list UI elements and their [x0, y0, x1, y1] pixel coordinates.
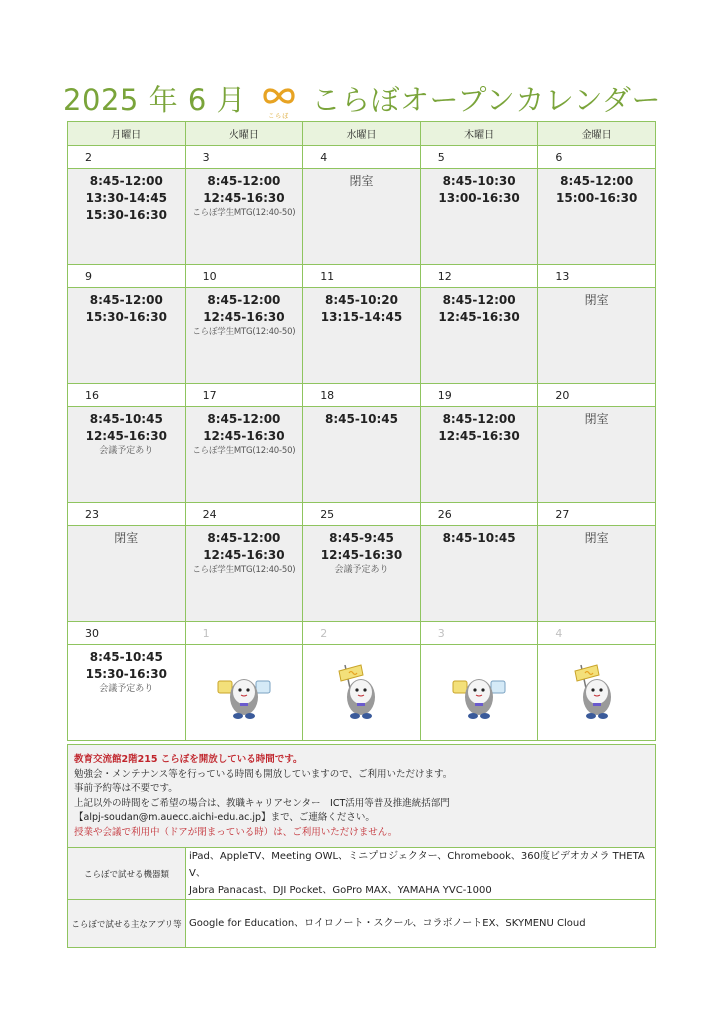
- date-row: [68, 265, 656, 288]
- info-line2: 勉強会・メンテナンス等を行っている時間も開放していますので、ご利用いただけます。: [74, 768, 453, 780]
- schedule-cell: [68, 407, 186, 503]
- meeting-note: 会議予定あり: [334, 565, 389, 575]
- student-mtg-note: こらぼ学生MTG(12:40-50): [192, 446, 296, 456]
- schedule-cell: [68, 526, 186, 622]
- open-time: 13:30-14:45: [85, 191, 167, 205]
- schedule-cell: [185, 169, 303, 265]
- closed-label: 閉室: [584, 293, 609, 307]
- date-number: 3: [420, 622, 538, 645]
- title-gatsu: 月: [216, 83, 246, 117]
- apps-value: Google for Education、ロイロノート・スクール、コラボノートEX、SKYMENU Cloud: [186, 900, 656, 948]
- info-line1: 教育交流館2階215 こらぼを開放している時間です。: [74, 754, 303, 765]
- schedule-cell: [538, 526, 656, 622]
- date-number: 20: [538, 384, 656, 407]
- open-time: 8:45-12:00: [207, 412, 281, 426]
- schedule-cell: [538, 288, 656, 384]
- mascot-icon: [186, 659, 303, 721]
- schedule-cell: [538, 169, 656, 265]
- title-rest: こらぼオープンカレンダー: [311, 83, 661, 117]
- open-time: 13:15-14:45: [320, 310, 403, 324]
- date-number: 11: [303, 265, 421, 288]
- open-time: 8:45-12:00: [560, 174, 634, 188]
- date-row: [68, 146, 656, 169]
- info-line4: 上記以外の時間をご希望の場合は、教職キャリアセンター ICT活用等普及推進統括部門: [74, 797, 450, 809]
- schedule-row: [68, 407, 656, 503]
- meeting-note: 会議予定あり: [99, 684, 154, 694]
- schedule-cell: [303, 645, 421, 741]
- open-time: 12:45-16:30: [438, 310, 520, 324]
- open-time: 12:45-16:30: [203, 429, 285, 443]
- schedule-cell: [185, 407, 303, 503]
- weekday-tue: 火曜日: [185, 122, 303, 146]
- date-number: 6: [538, 146, 656, 169]
- schedule-cell: [420, 645, 538, 741]
- open-time: 15:30-16:30: [85, 310, 167, 324]
- schedule-cell: [303, 407, 421, 503]
- student-mtg-note: こらぼ学生MTG(12:40-50): [192, 208, 296, 218]
- weekday-fri: 金曜日: [538, 122, 656, 146]
- open-time: 13:00-16:30: [438, 191, 520, 205]
- title-nen: 年: [148, 83, 179, 117]
- date-number: 2: [303, 622, 421, 645]
- student-mtg-note: こらぼ学生MTG(12:40-50): [192, 327, 296, 337]
- schedule-cell: [185, 526, 303, 622]
- closed-label: 閉室: [114, 531, 139, 545]
- date-number: 12: [420, 265, 538, 288]
- open-time: 15:30-16:30: [85, 208, 167, 222]
- devices-value: [186, 848, 656, 900]
- schedule-row: [68, 169, 656, 265]
- open-time: 8:45-10:30: [442, 174, 516, 188]
- open-time: 8:45-10:45: [442, 531, 516, 545]
- schedule-row: [68, 526, 656, 622]
- logo-text: こらぼ: [268, 112, 290, 120]
- schedule-cell: [303, 526, 421, 622]
- schedule-row: [68, 288, 656, 384]
- meeting-note: 会議予定あり: [99, 446, 154, 456]
- schedule-cell: [538, 645, 656, 741]
- devices-label: こらぼで試せる機器類: [68, 848, 186, 900]
- mascot-icon: [303, 659, 420, 721]
- page-title: [0, 78, 724, 123]
- date-number: 26: [420, 503, 538, 526]
- schedule-row: [68, 645, 656, 741]
- schedule-cell: [420, 169, 538, 265]
- open-time: 12:45-16:30: [85, 429, 167, 443]
- closed-label: 閉室: [584, 412, 609, 426]
- info-line3: 事前予約等は不要です。: [74, 783, 178, 795]
- open-time: 15:00-16:30: [556, 191, 638, 205]
- open-time: 8:45-10:45: [89, 412, 163, 426]
- schedule-cell: [68, 645, 186, 741]
- schedule-cell: [68, 169, 186, 265]
- open-time: 12:45-16:30: [203, 191, 285, 205]
- date-number: 25: [303, 503, 421, 526]
- date-number: 9: [68, 265, 186, 288]
- collabo-logo-icon: [262, 79, 296, 120]
- date-row: [68, 503, 656, 526]
- date-number: 13: [538, 265, 656, 288]
- schedule-cell: [420, 526, 538, 622]
- open-time: 8:45-12:00: [207, 293, 281, 307]
- open-time: 8:45-10:45: [89, 650, 163, 664]
- weekday-thu: 木曜日: [420, 122, 538, 146]
- schedule-cell: [538, 407, 656, 503]
- open-time: 8:45-12:00: [442, 412, 516, 426]
- date-number: 5: [420, 146, 538, 169]
- calendar-table: [67, 121, 656, 741]
- open-time: 12:45-16:30: [203, 548, 285, 562]
- date-row: [68, 622, 656, 645]
- date-number: 2: [68, 146, 186, 169]
- date-number: 4: [303, 146, 421, 169]
- date-number: 24: [185, 503, 303, 526]
- info-main: [68, 745, 656, 848]
- student-mtg-note: こらぼ学生MTG(12:40-50): [192, 565, 296, 575]
- devices-line2: Jabra Panacast、DJI Pocket、GoPro MAX、YAMAHA YVC-1000: [189, 885, 492, 896]
- date-number: 1: [185, 622, 303, 645]
- open-time: 8:45-12:00: [207, 531, 281, 545]
- date-number: 10: [185, 265, 303, 288]
- weekday-wed: 水曜日: [303, 122, 421, 146]
- weekday-header: [68, 122, 656, 146]
- date-number: 4: [538, 622, 656, 645]
- date-number: 19: [420, 384, 538, 407]
- closed-label: 閉室: [584, 531, 609, 545]
- open-time: 8:45-12:00: [442, 293, 516, 307]
- schedule-cell: [185, 645, 303, 741]
- schedule-cell: [185, 288, 303, 384]
- date-number: 3: [185, 146, 303, 169]
- devices-line1: iPad、AppleTV、Meeting OWL、ミニプロジェクター、Chromebook、360度ビデオカメラ THETA V、: [189, 851, 645, 879]
- date-number: 27: [538, 503, 656, 526]
- date-number: 17: [185, 384, 303, 407]
- date-number: 16: [68, 384, 186, 407]
- open-time: 8:45-12:00: [89, 174, 163, 188]
- schedule-cell: [303, 169, 421, 265]
- date-number: 30: [68, 622, 186, 645]
- open-time: 8:45-12:00: [207, 174, 281, 188]
- open-time: 8:45-9:45: [329, 531, 394, 545]
- open-time: 15:30-16:30: [85, 667, 167, 681]
- open-time: 8:45-12:00: [89, 293, 163, 307]
- date-number: 23: [68, 503, 186, 526]
- title-year: 2025: [63, 83, 139, 117]
- closed-label: 閉室: [349, 174, 374, 188]
- apps-label: こらぼで試せる主なアプリ等: [68, 900, 186, 948]
- open-time: 8:45-10:45: [324, 412, 398, 426]
- schedule-cell: [68, 288, 186, 384]
- open-time: 12:45-16:30: [203, 310, 285, 324]
- title-month: 6: [187, 83, 207, 117]
- info-line6: 授業や会議で利用中（ドアが閉まっている時）は、ご利用いただけません。: [74, 826, 398, 838]
- date-number: 18: [303, 384, 421, 407]
- mascot-icon: [538, 659, 655, 721]
- schedule-cell: [420, 288, 538, 384]
- open-time: 12:45-16:30: [438, 429, 520, 443]
- open-time: 8:45-10:20: [324, 293, 398, 307]
- info-line5: 【alpj-soudan@m.auecc.aichi-edu.ac.jp】まで、ご連絡ください。: [74, 812, 375, 824]
- mascot-icon: [421, 659, 538, 721]
- weekday-mon: 月曜日: [68, 122, 186, 146]
- date-row: [68, 384, 656, 407]
- info-table: [67, 744, 656, 948]
- open-time: 12:45-16:30: [320, 548, 403, 562]
- schedule-cell: [420, 407, 538, 503]
- schedule-cell: [303, 288, 421, 384]
